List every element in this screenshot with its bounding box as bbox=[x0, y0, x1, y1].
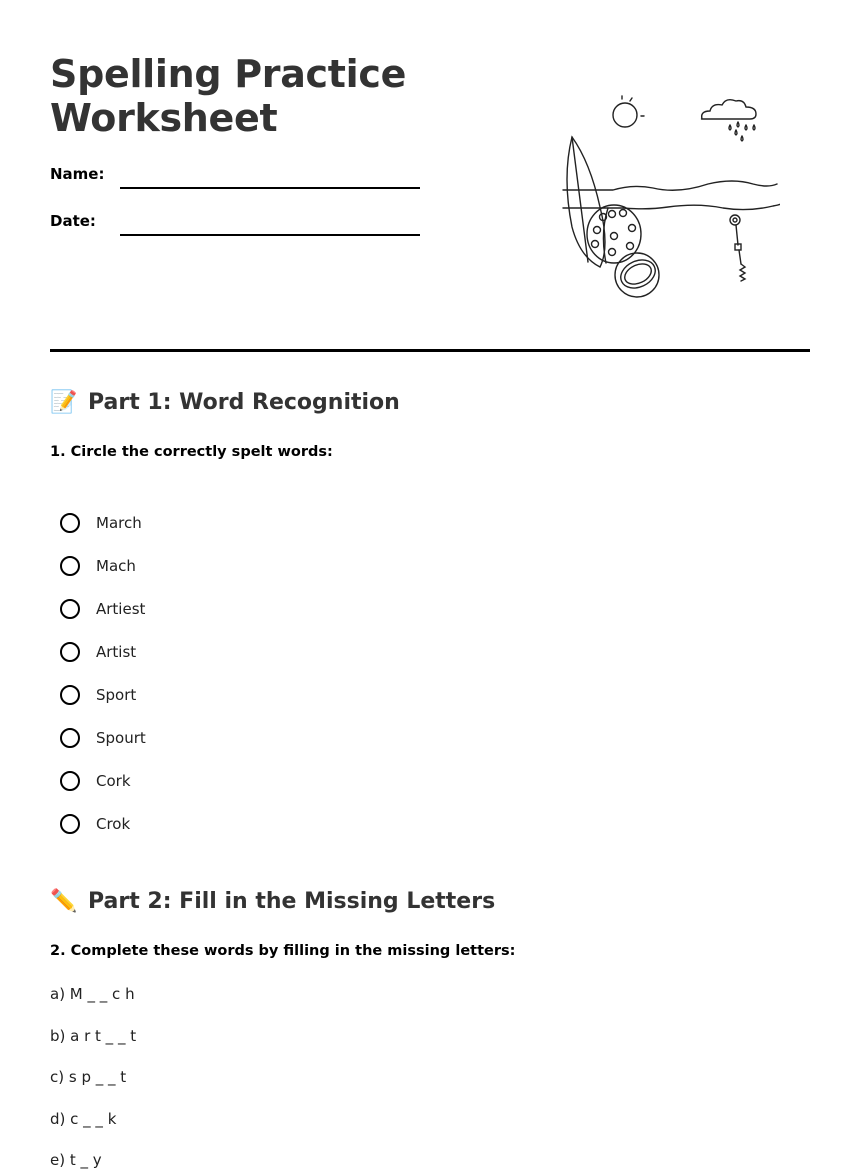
option-mach[interactable] bbox=[60, 554, 136, 578]
fill-item-b: b) a r t _ _ t bbox=[50, 1027, 137, 1045]
option-label: Artist bbox=[96, 643, 137, 661]
option-label: Cork bbox=[96, 772, 131, 790]
spotted-ball-icon bbox=[587, 205, 641, 263]
radio-circle[interactable] bbox=[60, 685, 80, 705]
rain-cloud-icon bbox=[702, 100, 757, 141]
page-title bbox=[50, 52, 406, 140]
beach-ball-icon bbox=[615, 253, 660, 297]
option-sport[interactable] bbox=[60, 683, 136, 707]
part2-heading bbox=[50, 887, 495, 917]
part1-heading-text: Part 1: Word Recognition bbox=[88, 390, 400, 415]
section-divider bbox=[50, 349, 810, 352]
fill-item-c: c) s p _ _ t bbox=[50, 1068, 127, 1086]
date-field-row bbox=[50, 212, 420, 236]
option-label: Sport bbox=[96, 686, 137, 704]
fill-item-e: e) t _ y bbox=[50, 1151, 102, 1169]
radio-circle[interactable] bbox=[60, 814, 80, 834]
name-field-row bbox=[50, 165, 420, 189]
part2-heading-text: Part 2: Fill in the Missing Letters bbox=[88, 889, 496, 914]
option-label: Artiest bbox=[96, 600, 146, 618]
option-crok[interactable] bbox=[60, 812, 130, 836]
radio-circle[interactable] bbox=[60, 771, 80, 791]
date-label: Date: bbox=[50, 212, 96, 230]
radio-circle[interactable] bbox=[60, 728, 80, 748]
radio-circle[interactable] bbox=[60, 599, 80, 619]
part1-heading bbox=[50, 388, 400, 418]
waves-icon bbox=[563, 181, 780, 210]
title-line-2: Worksheet bbox=[50, 96, 278, 140]
name-label: Name: bbox=[50, 165, 105, 183]
name-input-line[interactable] bbox=[120, 187, 420, 189]
fill-item-d: d) c _ _ k bbox=[50, 1110, 117, 1128]
option-label: March bbox=[96, 514, 142, 532]
option-label: Crok bbox=[96, 815, 131, 833]
part2-question: 2. Complete these words by filling in the missing letters: bbox=[50, 943, 516, 959]
option-cork[interactable] bbox=[60, 769, 131, 793]
radio-circle[interactable] bbox=[60, 556, 80, 576]
radio-circle[interactable] bbox=[60, 642, 80, 662]
beach-scene-illustration bbox=[560, 92, 780, 302]
sun-icon bbox=[613, 96, 644, 127]
corkscrew-icon bbox=[730, 215, 745, 281]
option-artiest[interactable] bbox=[60, 597, 145, 621]
option-spourt[interactable] bbox=[60, 726, 146, 750]
option-march[interactable] bbox=[60, 511, 142, 535]
part1-question: 1. Circle the correctly spelt words: bbox=[50, 444, 333, 460]
option-label: Spourt bbox=[96, 729, 146, 747]
pencil-icon: ✏️ bbox=[50, 889, 78, 914]
date-input-line[interactable] bbox=[120, 234, 420, 236]
radio-circle[interactable] bbox=[60, 513, 80, 533]
surfboard-icon bbox=[567, 137, 605, 267]
fill-item-a: a) M _ _ c h bbox=[50, 985, 135, 1003]
memo-icon: 📝 bbox=[50, 390, 78, 415]
title-line-1: Spelling Practice bbox=[50, 52, 407, 96]
option-label: Mach bbox=[96, 557, 136, 575]
option-artist[interactable] bbox=[60, 640, 136, 664]
